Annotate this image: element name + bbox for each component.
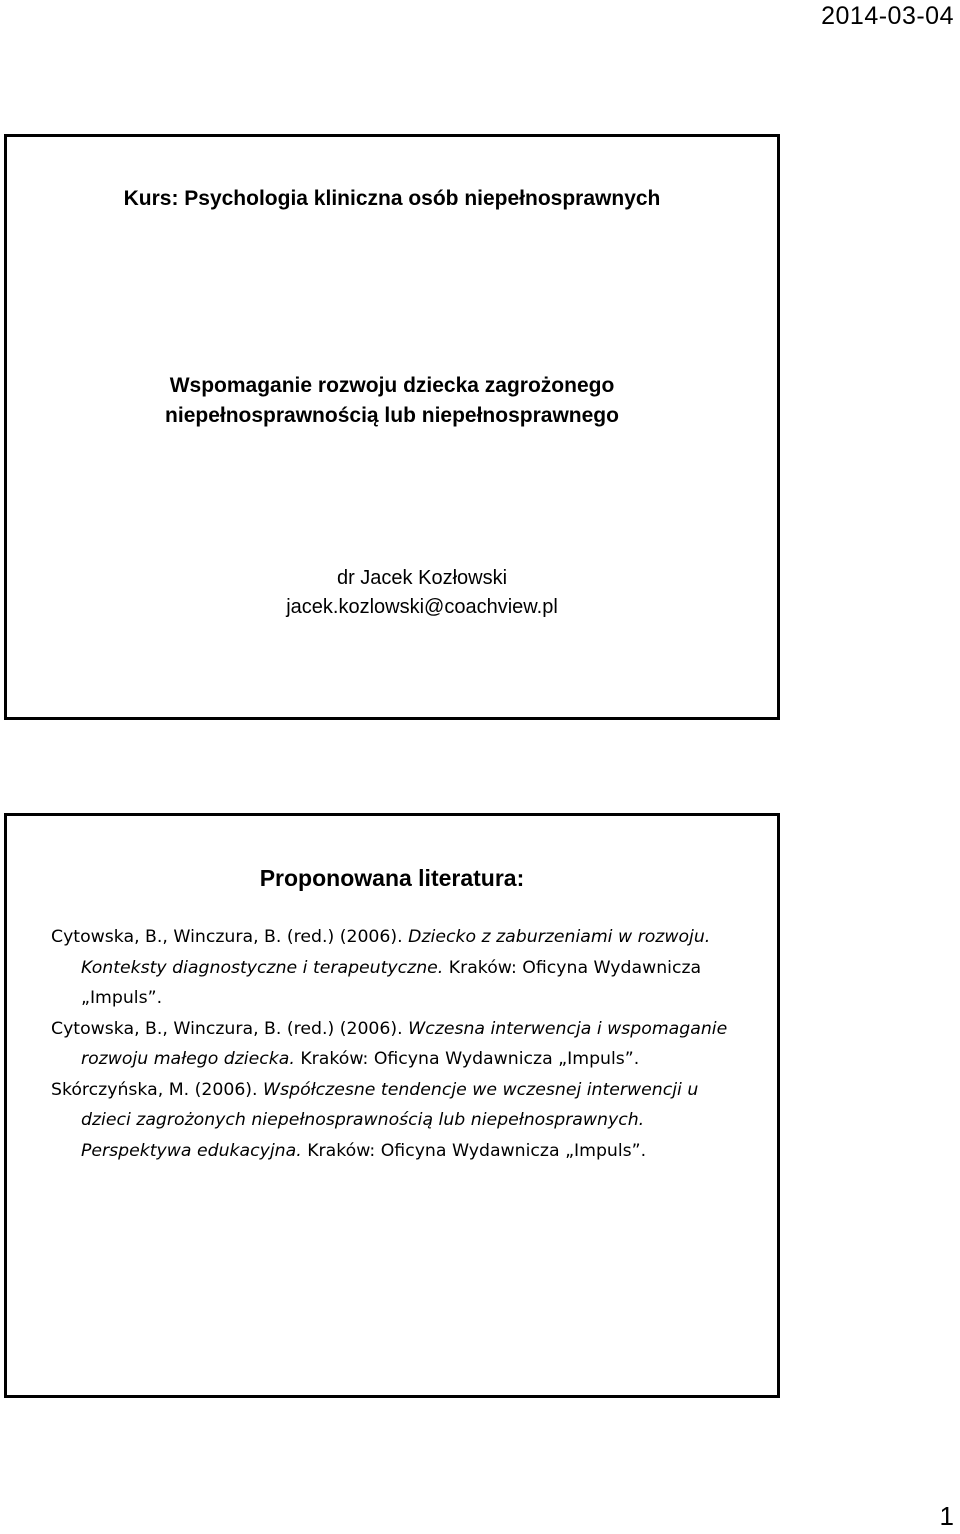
reference-publisher: Kraków: Oficyna Wydawnicza „Impuls”. xyxy=(301,1140,647,1161)
reference-item xyxy=(51,1014,747,1075)
reference-authors: Skórczyńska, M. (2006). xyxy=(51,1079,264,1100)
literature-slide xyxy=(4,813,780,1398)
literature-heading: Proponowana literatura: xyxy=(259,865,525,891)
author-name: dr Jacek Kozłowski xyxy=(336,567,508,589)
reference-publisher: Kraków: Oficyna Wydawnicza „Impuls”. xyxy=(81,957,702,1008)
course-title: Kurs: Psychologia kliniczna osób niepełnosprawnych xyxy=(123,187,661,210)
lecture-title-line-1: Wspomaganie rozwoju dziecka zagrożonego xyxy=(169,374,615,397)
lecture-title-line-2: niepełnosprawnością lub niepełnosprawnego xyxy=(165,404,619,427)
reference-list xyxy=(51,922,747,1166)
lecture-title xyxy=(7,371,777,431)
reference-title: Dziecko z zaburzeniami w rozwoju. Konteksty diagnostyczne i terapeutyczne. xyxy=(81,927,711,978)
author-block xyxy=(67,564,777,622)
page-number: 1 xyxy=(939,1501,954,1531)
page-date: 2014-03-04 xyxy=(821,2,954,30)
author-email[interactable]: jacek.kozlowski@coachview.pl xyxy=(286,596,558,618)
reference-item xyxy=(51,1075,747,1167)
reference-title: Współczesne tendencje we wczesnej interwencji u dzieci zagrożonych niepełnosprawnością lub niepełnosprawnych. Perspektywa edukacyjna. xyxy=(81,1079,699,1161)
reference-item xyxy=(51,922,747,1014)
reference-authors: Cytowska, B., Winczura, B. (red.) (2006). xyxy=(51,1018,409,1039)
reference-publisher: Kraków: Oficyna Wydawnicza „Impuls”. xyxy=(294,1049,640,1069)
reference-title: Wczesna interwencja i wspomaganie rozwoju małego dziecka. xyxy=(81,1018,728,1069)
reference-authors: Cytowska, B., Winczura, B. (red.) (2006). xyxy=(51,927,409,947)
title-slide xyxy=(4,134,780,720)
